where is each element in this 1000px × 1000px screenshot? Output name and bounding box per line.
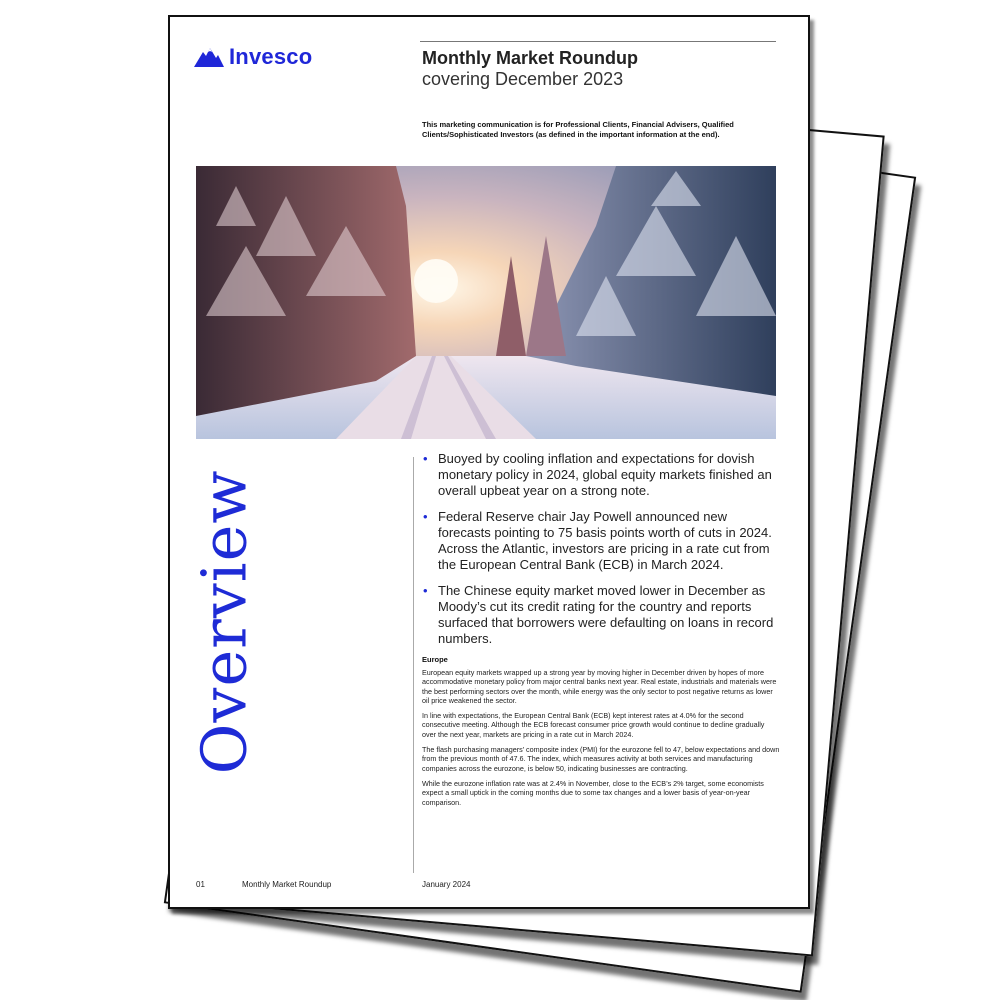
header-rule [420, 41, 776, 42]
footer-date: January 2024 [422, 880, 471, 889]
europe-section [422, 655, 780, 813]
page-subtitle: covering December 2023 [422, 69, 624, 89]
bullet-item [422, 509, 780, 573]
logo-wordmark: Invesco [229, 44, 313, 69]
page-title: Monthly Market Roundup [422, 48, 638, 68]
column-divider [413, 457, 414, 873]
front-page [168, 15, 810, 909]
bullet-text: Federal Reserve chair Jay Powell announced new forecasts pointing to 75 basis points worth of cuts in 2024. Across the Atlantic, investors are pricing in a rate cut from the European Central Bank (ECB) in March 2024. [438, 509, 772, 572]
bullet-item [422, 583, 780, 647]
bullet-text: Buoyed by cooling inflation and expectations for dovish monetary policy in 2024, global equity markets finished an overall upbeat year on a strong note. [438, 451, 772, 498]
footer-page-number: 01 [196, 880, 205, 889]
snowy-forest-photo [196, 166, 776, 439]
snowy-forest-road-photo-icon [196, 166, 776, 439]
mountain-logo-icon [194, 46, 224, 68]
bullet-dot-icon: • [423, 451, 428, 466]
bullet-text: The Chinese equity market moved lower in December as Moody’s cut its credit rating for the country and reports surfaced that borrowers were defaulting on loans in record numbers. [438, 583, 774, 646]
bullet-dot-icon: • [423, 509, 428, 524]
section-paragraph: The flash purchasing managers’ composite index (PMI) for the eurozone fell to 47, below expectations and down from the previous month of 47.6. The index, which measures activity at both services and manufacturing companies across the eurozone, is below 50, indicating businesses are contracting. [422, 745, 780, 773]
bullet-item [422, 451, 780, 499]
section-paragraph: In line with expectations, the European Central Bank (ECB) kept interest rates at 4.0% for the second consecutive meeting. Although the ECB forecast consumer price growth would continue to decline gradually over the next year, markets are pricing in a rate cut in March 2024. [422, 711, 765, 739]
bullet-dot-icon: • [423, 583, 428, 598]
section-paragraph: While the eurozone inflation rate was at 2.4% in November, close to the ECB’s 2% target, some economists expect a small uptick in the coming months due to some tax changes and a lower basis of year-on-year comparison. [422, 778, 764, 807]
invesco-logo [194, 44, 312, 70]
section-heading: Europe [422, 655, 448, 664]
disclaimer-text: This marketing communication is for Professional Clients, Financial Advisers, Qualified Clients/Sophisticated Investors (as defined in the important information at the end). [422, 120, 734, 139]
overview-vertical-title: Overview [187, 469, 261, 775]
overview-bullets [422, 451, 780, 657]
section-paragraph: European equity markets wrapped up a strong year by moving higher in December driven by hopes of more accommodative monetary policy from major central banks next year. Real estate, industrials and materials were the best performing sectors over the month, while energy was the only sector to post negative returns as lower oil price weakened the sector. [422, 668, 777, 705]
footer-publication: Monthly Market Roundup [242, 880, 332, 889]
